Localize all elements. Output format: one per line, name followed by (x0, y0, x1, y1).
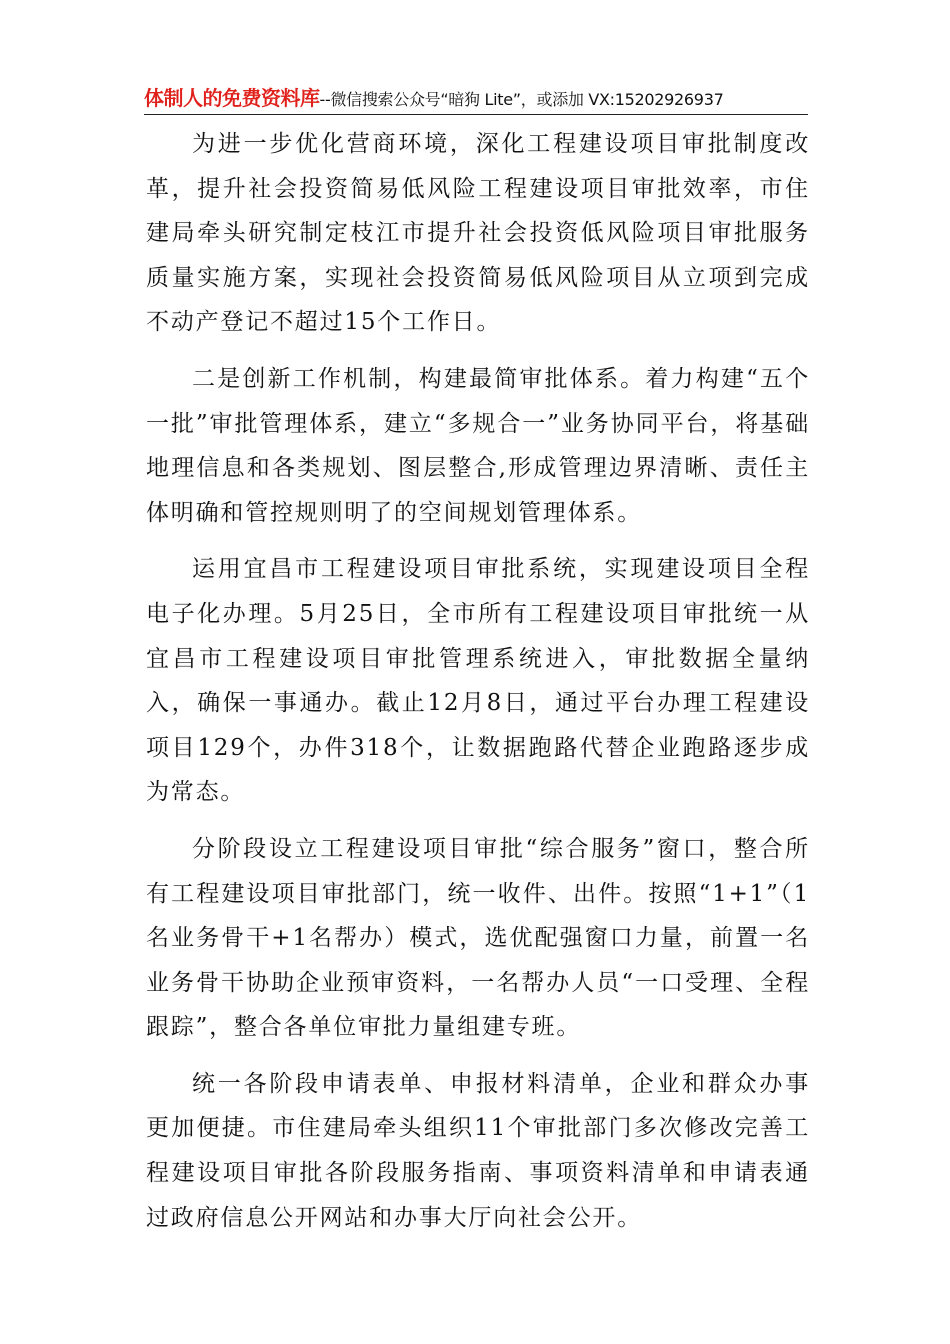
paragraph: 分阶段设立工程建设项目审批“综合服务”窗口，整合所有工程建设项目审批部门，统一收件、出件。按照“1+1”（1名业务骨干+1名帮办）模式，选优配强窗口力量，前置一名业务骨干协助企业预审资料，一名帮办人员“一口受理、全程跟踪”，整合各单位审批力量组建专班。 (146, 835, 810, 1041)
document-body (146, 122, 810, 1252)
paragraph: 二是创新工作机制，构建最简审批体系。着力构建“五个一批”审批管理体系，建立“多规合一”业务协同平台，将基础地理信息和各类规划、图层整合,形成管理边界清晰、责任主体明确和管控规则明了的空间规划管理体系。 (146, 365, 810, 526)
header-brand: 体制人的免费资料库 (144, 86, 320, 110)
paragraph: 运用宜昌市工程建设项目审批系统，实现建设项目全程电子化办理。5月25日，全市所有工程建设项目审批统一从宜昌市工程建设项目审批管理系统进入，审批数据全量纳入，确保一事通办。截止12月8日，通过平台办理工程建设项目129个，办件318个，让数据跑路代替企业跑路逐步成为常态。 (146, 556, 810, 806)
page-header (144, 82, 808, 115)
header-note: --微信搜索公众号“暗狗 Lite”，或添加 VX:15202926937 (319, 90, 724, 109)
paragraph: 统一各阶段申请表单、申报材料清单，企业和群众办事更加便捷。市住建局牵头组织11个审批部门多次修改完善工程建设项目审批各阶段服务指南、事项资料清单和申请表通过政府信息公开网站和办事大厅向社会公开。 (146, 1070, 810, 1231)
paragraph: 为进一步优化营商环境，深化工程建设项目审批制度改革，提升社会投资简易低风险工程建设项目审批效率，市住建局牵头研究制定枝江市提升社会投资低风险项目审批服务质量实施方案，实现社会投资简易低风险项目从立项到完成不动产登记不超过15个工作日。 (146, 131, 810, 336)
